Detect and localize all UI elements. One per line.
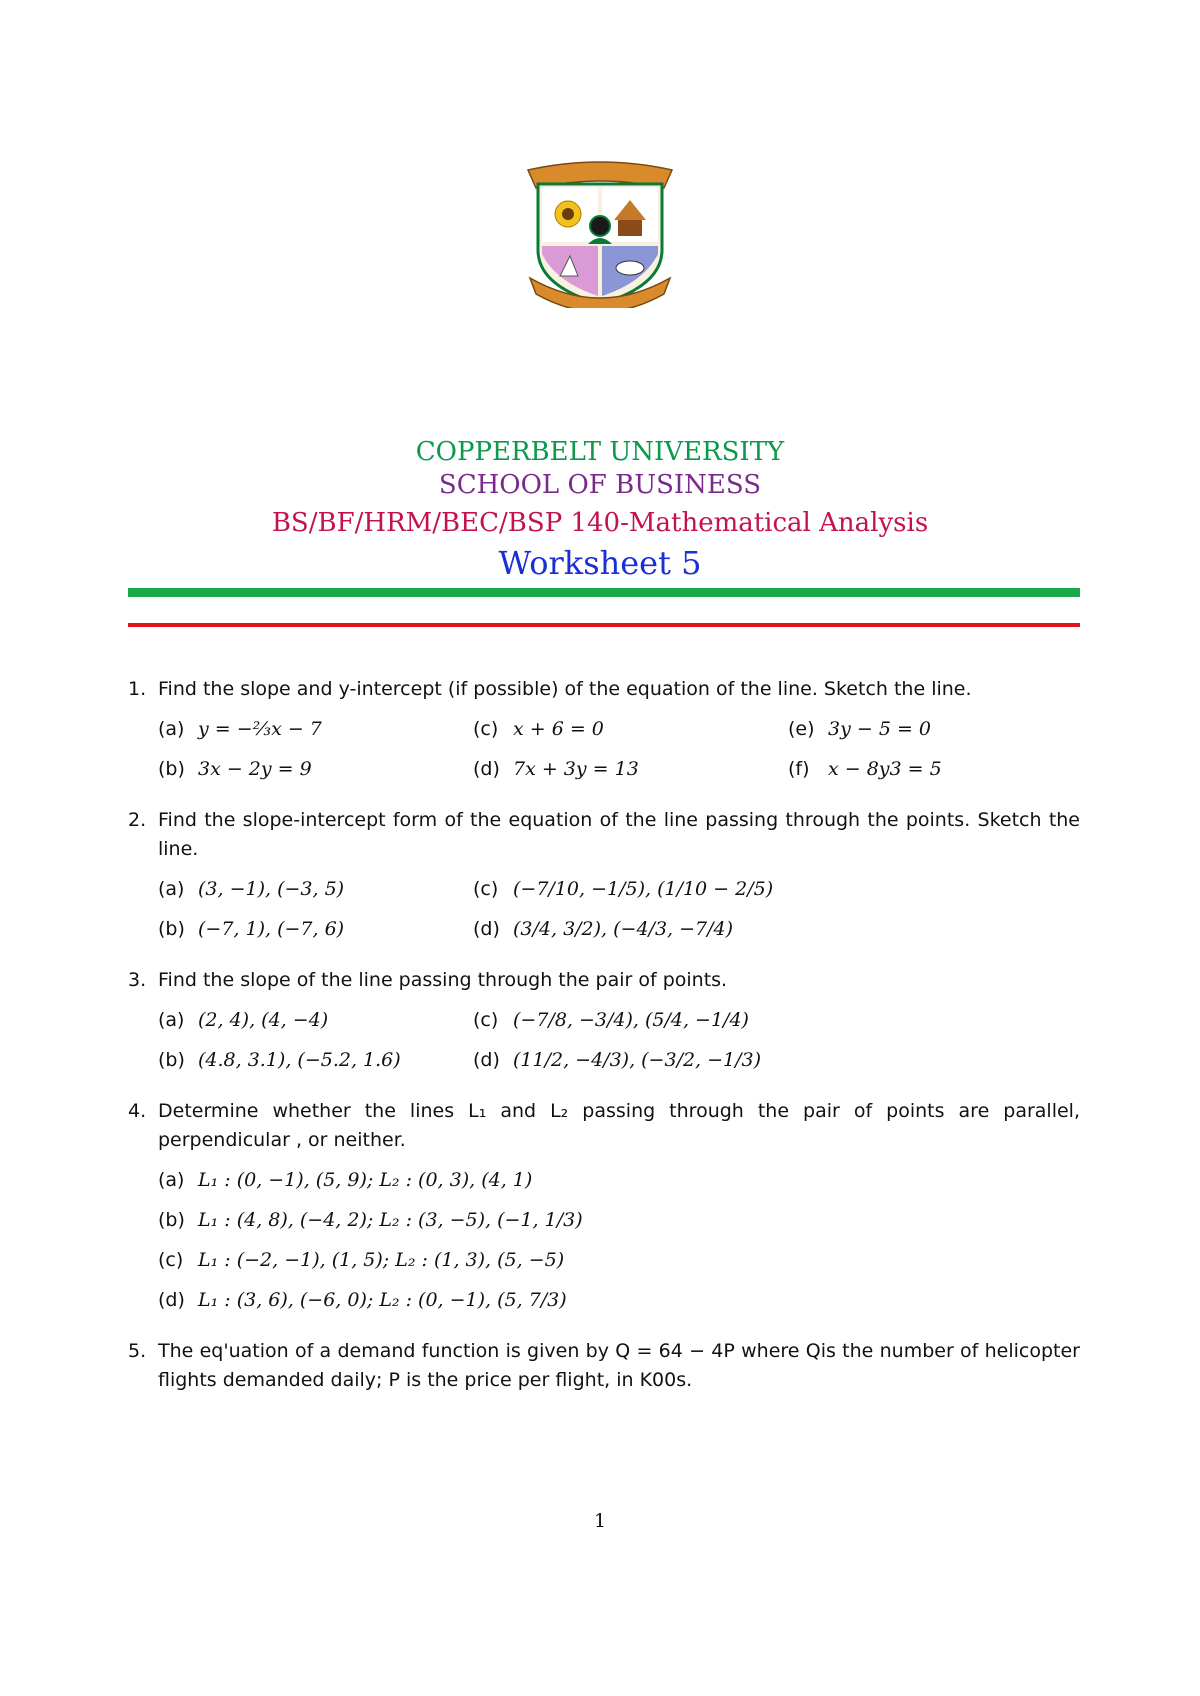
item-1c [473, 714, 788, 744]
item-4c [158, 1245, 958, 1275]
item-label: (d) [473, 917, 500, 940]
item-label: (c) [473, 877, 499, 900]
item-expression: 7x + 3y = 13 [513, 757, 639, 780]
item-1e [788, 714, 1088, 744]
question-number: 3. [128, 969, 147, 991]
item-2b [158, 914, 473, 944]
item-expression: 3x − 2y = 9 [198, 757, 312, 780]
item-3c [473, 1005, 973, 1035]
item-expression: (2, 4), (4, −4) [198, 1008, 329, 1031]
question-text: Find the slope-intercept form of the equation of the line passing through the points. Sketch the line. [158, 809, 1080, 860]
question-text: The eq'uation of a demand function is given by Q = 64 − 4P where Qis the number of helicopter flights demanded daily; P is the price per flight, in K00s. [158, 1340, 1080, 1391]
question-number: 5. [128, 1340, 147, 1362]
item-label: (b) [158, 757, 185, 780]
item-expression: (−7/8, −3/4), (5/4, −1/4) [513, 1008, 749, 1031]
item-label: (b) [158, 1048, 185, 1071]
copperbelt-university-crest-logo [526, 158, 674, 308]
item-label: (c) [473, 1008, 499, 1031]
item-1a [158, 714, 473, 744]
item-label: (f) [788, 757, 810, 780]
question-text: Determine whether the lines L₁ and L₂ passing through the pair of points are parallel, perpendicular , or neither. [158, 1100, 1080, 1151]
green-divider [128, 588, 1080, 597]
item-label: (d) [473, 757, 500, 780]
item-4a [158, 1165, 958, 1195]
question-5 [128, 1337, 1080, 1395]
question-2 [128, 806, 1080, 944]
question-number: 2. [128, 809, 147, 831]
item-3a [158, 1005, 473, 1035]
worksheet-title: Worksheet 5 [498, 544, 702, 582]
item-expression: x + 6 = 0 [513, 717, 604, 740]
question-text: Find the slope and y-intercept (if possible) of the equation of the line. Sketch the line. [158, 678, 972, 700]
item-expression: L₁ : (0, −1), (5, 9); L₂ : (0, 3), (4, 1) [198, 1168, 533, 1191]
question-number: 4. [128, 1100, 147, 1122]
item-label: (d) [158, 1288, 185, 1311]
item-expression: 3y − 5 = 0 [828, 717, 931, 740]
item-label: (c) [473, 717, 499, 740]
item-4b [158, 1205, 958, 1235]
item-expression: (−7, 1), (−7, 6) [198, 917, 345, 940]
university-name: COPPERBELT UNIVERSITY [415, 437, 785, 467]
item-label: (a) [158, 1008, 185, 1031]
item-expression: (3/4, 3/2), (−4/3, −7/4) [513, 917, 734, 940]
item-expression: L₁ : (3, 6), (−6, 0); L₂ : (0, −1), (5, 7/3) [198, 1288, 567, 1311]
item-label: (a) [158, 1168, 185, 1191]
item-expression: (4.8, 3.1), (−5.2, 1.6) [198, 1048, 401, 1071]
item-expression: y = −⅔x − 7 [198, 717, 322, 740]
question-3-items [158, 1005, 1080, 1075]
item-3d [473, 1045, 973, 1075]
school-name: SCHOOL OF BUSINESS [438, 470, 762, 500]
question-2-items [158, 874, 1080, 944]
item-2c [473, 874, 973, 904]
question-text: Find the slope of the line passing through the pair of points. [158, 969, 728, 991]
question-3 [128, 966, 1080, 1075]
item-1b [158, 754, 473, 784]
item-expression: (3, −1), (−3, 5) [198, 877, 345, 900]
question-1 [128, 675, 1080, 784]
item-expression: (−7/10, −1/5), (1/10 − 2/5) [513, 877, 774, 900]
item-label: (c) [158, 1248, 184, 1271]
item-4d [158, 1285, 958, 1315]
item-label: (a) [158, 877, 185, 900]
question-4-items [158, 1165, 1080, 1315]
item-expression: (11/2, −4/3), (−3/2, −1/3) [513, 1048, 762, 1071]
question-4 [128, 1097, 1080, 1315]
question-number: 1. [128, 678, 147, 700]
red-divider [128, 623, 1080, 627]
item-3b [158, 1045, 473, 1075]
course-title: BS/BF/HRM/BEC/BSP 140-Mathematical Analysis [271, 508, 929, 538]
item-label: (e) [788, 717, 815, 740]
item-expression: L₁ : (4, 8), (−4, 2); L₂ : (3, −5), (−1, 1/3) [198, 1208, 583, 1231]
item-2d [473, 914, 973, 944]
item-expression: L₁ : (−2, −1), (1, 5); L₂ : (1, 3), (5, −5) [198, 1248, 565, 1271]
question-list [128, 675, 1080, 1395]
item-1f [788, 754, 1088, 784]
item-1d [473, 754, 788, 784]
page-number: 1 [593, 1510, 607, 1532]
item-label: (d) [473, 1048, 500, 1071]
item-label: (a) [158, 717, 185, 740]
item-label: (b) [158, 917, 185, 940]
item-2a [158, 874, 473, 904]
item-label: (b) [158, 1208, 185, 1231]
question-1-items [158, 714, 1080, 784]
item-expression: x − 8y3 = 5 [828, 757, 942, 780]
